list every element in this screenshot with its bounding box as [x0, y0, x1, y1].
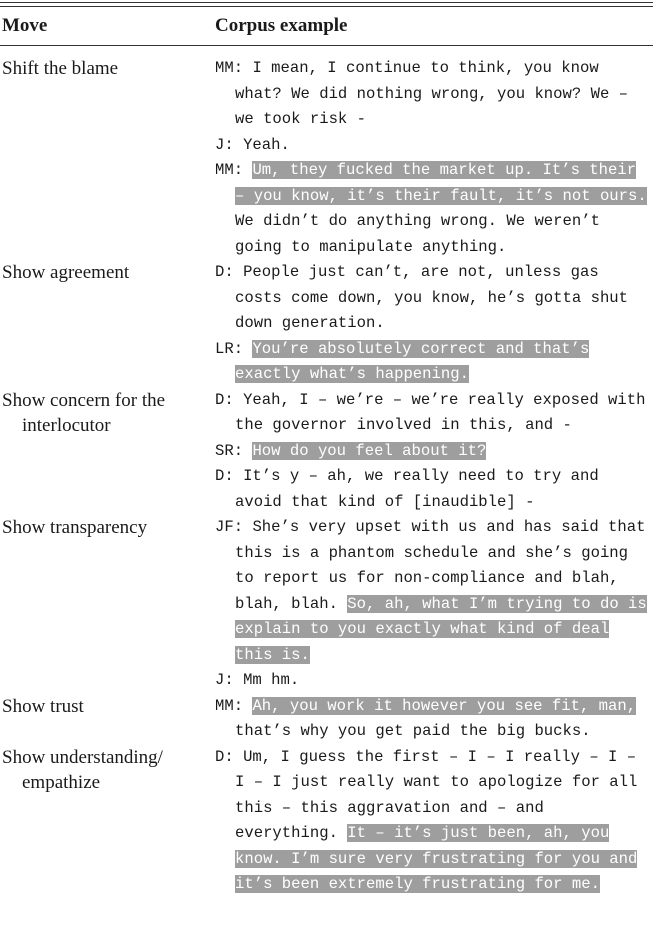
- dialogue-turn: [215, 56, 653, 133]
- table-row: [0, 694, 653, 745]
- speaker-label: JF:: [215, 518, 244, 536]
- dialogue-turn: [215, 337, 653, 388]
- table-row: [0, 515, 653, 694]
- dialogue-turn: [215, 464, 653, 515]
- speaker-label: MM:: [215, 161, 244, 179]
- utterance-text: that’s why you get paid the big bucks.: [235, 722, 591, 740]
- table-top-rule: [0, 2, 653, 3]
- example-cell: [215, 515, 653, 694]
- highlighted-utterance: Um, they fucked the market up. It’s their – you know, it’s their fault, it’s not ours.: [235, 161, 647, 205]
- speaker-label: MM:: [215, 59, 244, 77]
- move-cell: [0, 56, 215, 260]
- move-cell: [0, 745, 215, 898]
- speaker-label: D:: [215, 747, 234, 766]
- move-label: Show agreement: [2, 262, 130, 283]
- example-cell: [215, 694, 653, 745]
- move-label: Show trust: [2, 695, 84, 717]
- speaker-label: J:: [215, 671, 234, 689]
- highlighted-utterance: You’re absolutely correct and that’s exactly what’s happening.: [235, 339, 590, 383]
- dialogue-turn: [215, 439, 653, 465]
- move-cell: [0, 388, 215, 516]
- table-top-rule-2: [0, 6, 653, 7]
- speaker-label: D:: [215, 263, 234, 281]
- utterance-text: Yeah.: [243, 135, 290, 154]
- example-cell: [215, 745, 653, 898]
- move-label: Shift the blame: [2, 58, 119, 79]
- speaker-label: D:: [215, 390, 234, 409]
- speaker-label: LR:: [215, 339, 244, 358]
- dialogue-turn: [215, 668, 653, 694]
- table-row: [0, 260, 653, 388]
- highlighted-utterance: It – it’s just been, ah, you know. I’m sure very frustrating for you and it’s been extremely frustrating for me.: [235, 824, 638, 893]
- speaker-label: SR:: [215, 441, 244, 460]
- dialogue-turn: [215, 388, 653, 439]
- header-move: Move: [2, 15, 48, 36]
- utterance-text: We didn’t do anything wrong. We weren’t going to manipulate anything.: [235, 212, 600, 256]
- example-cell: [215, 260, 653, 388]
- move-cell: [0, 694, 215, 745]
- move-cell: [0, 260, 215, 388]
- move-cell: [0, 515, 215, 694]
- header-corpus-example: Corpus example: [215, 15, 348, 36]
- table-header: [0, 15, 653, 43]
- utterance-text: I mean, I continue to think, you know what? We did nothing wrong, you know? We – we took risk -: [235, 59, 629, 128]
- move-label: Show understanding/: [2, 746, 163, 768]
- dialogue-turn: [215, 745, 653, 898]
- move-label: Show concern for the: [2, 389, 166, 411]
- dialogue-turn: [215, 158, 653, 260]
- speaker-label: D:: [215, 467, 234, 485]
- utterance-text: Um, I guess the first – I – I really – I – I – I just really want to apologize for all this – this aggravation and – and everything.: [235, 747, 638, 842]
- header-rule: [0, 45, 653, 46]
- utterance-text: Mm hm.: [243, 671, 300, 689]
- dialogue-turn: [215, 694, 653, 745]
- highlighted-utterance: So, ah, what I’m trying to do is explain to you exactly what kind of deal this is.: [235, 594, 647, 664]
- move-label: empathize: [22, 771, 101, 793]
- table-body: [0, 56, 653, 898]
- example-cell: [215, 56, 653, 260]
- dialogue-turn: [215, 515, 653, 668]
- utterance-text: She’s very upset with us and has said that this is a phantom schedule and she’s going to report us for non-compliance and blah, blah, blah.: [235, 518, 646, 613]
- table-row: [0, 56, 653, 260]
- highlighted-utterance: How do you feel about it?: [252, 441, 487, 460]
- example-cell: [215, 388, 653, 516]
- table-row: [0, 388, 653, 516]
- utterance-text: It’s y – ah, we really need to try and avoid that kind of [inaudible] -: [235, 467, 599, 511]
- dialogue-turn: [215, 133, 653, 159]
- move-label: interlocutor: [22, 414, 111, 436]
- highlighted-utterance: Ah, you work it however you see fit, man,: [252, 696, 637, 715]
- utterance-text: Yeah, I – we’re – we’re really exposed with the governor involved in this, and -: [235, 390, 646, 434]
- table-row: [0, 745, 653, 898]
- move-label: Show transparency: [2, 517, 148, 538]
- utterance-text: People just can’t, are not, unless gas costs come down, you know, he’s gotta shut down generation.: [235, 263, 629, 332]
- speaker-label: MM:: [215, 696, 244, 715]
- dialogue-turn: [215, 260, 653, 337]
- speaker-label: J:: [215, 135, 234, 154]
